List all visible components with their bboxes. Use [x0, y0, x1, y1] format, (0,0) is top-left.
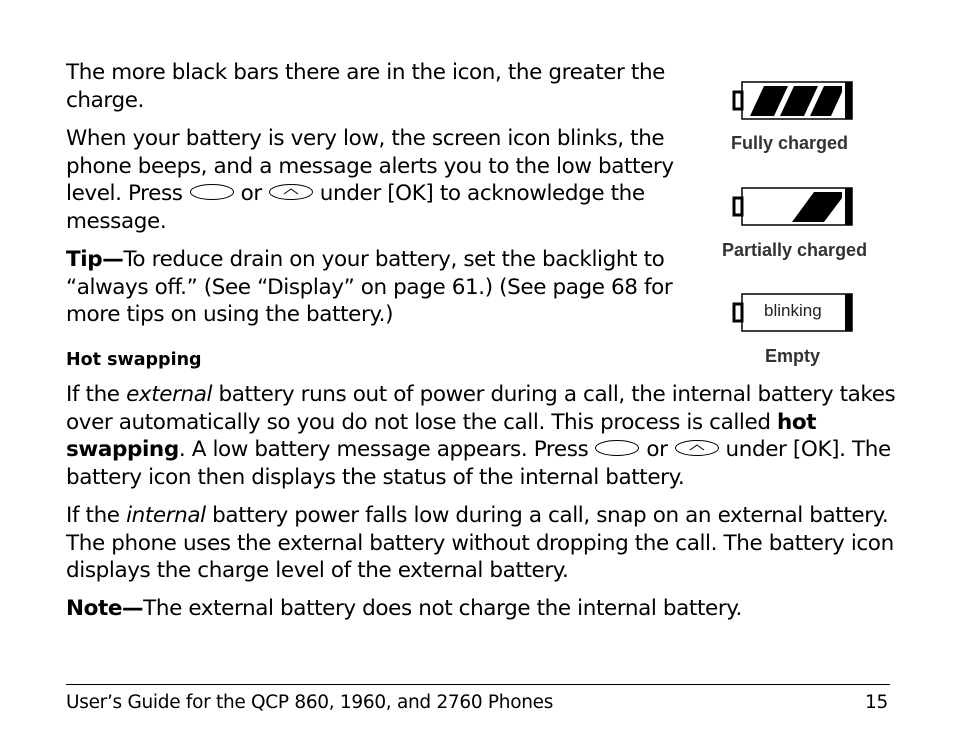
- paragraph-text: under [OK]. The battery icon then displays the status of the internal battery.: [66, 437, 891, 490]
- note-label: Note—: [66, 596, 144, 621]
- paragraph-text: battery power falls low during a call, snap on an external battery. The phone uses the external battery without dropping the call. The battery icon displays the charge level of the external battery.: [66, 503, 894, 583]
- battery-empty-label: Empty: [765, 346, 821, 366]
- page-number: 15: [865, 692, 888, 713]
- footer-title: User’s Guide for the QCP 860, 1960, and 2760 Phones: [66, 692, 554, 713]
- paragraph-text: The more black bars there are in the icon, the greater the charge.: [66, 60, 666, 113]
- oval-key-caret-icon: [674, 439, 720, 457]
- battery-blinking-text: blinking: [764, 301, 822, 320]
- footer-divider: [66, 684, 890, 685]
- italic-term: external: [126, 382, 213, 407]
- tip-label: Tip—: [66, 247, 124, 272]
- section-heading: Hot swapping: [66, 350, 202, 370]
- or-text: or: [646, 437, 668, 462]
- oval-key-caret-icon: [268, 183, 314, 201]
- battery-partial-icon: [732, 186, 856, 232]
- paragraph-text: If the: [66, 503, 127, 528]
- oval-key-icon: [594, 439, 640, 457]
- paragraph-text: If the: [66, 382, 127, 407]
- italic-term: internal: [126, 503, 206, 528]
- note-paragraph: [66, 595, 896, 623]
- note-text: The external battery does not charge the internal battery.: [143, 596, 742, 621]
- paragraph-charge-bars: [66, 59, 716, 114]
- battery-full-label: Fully charged: [731, 133, 849, 153]
- battery-partial-label: Partially charged: [722, 240, 868, 260]
- oval-key-icon: [189, 183, 235, 201]
- tip-paragraph: [66, 246, 716, 329]
- paragraph-text: When your battery is very low, the screen icon blinks, the phone beeps, and a message alerts you to the low battery level. Press: [66, 126, 674, 206]
- bold-term: hot swapping: [66, 409, 817, 462]
- paragraph-low-battery: [66, 125, 716, 235]
- or-text: or: [240, 181, 262, 206]
- paragraph-text: . A low battery message appears. Press: [178, 437, 589, 462]
- paragraph-text: battery runs out of power during a call, the internal battery takes over automatically so you do not lose the call. This process is called: [66, 382, 896, 435]
- paragraph-text: under [OK] to acknowledge the message.: [66, 181, 645, 234]
- paragraph-internal-low: [66, 502, 896, 585]
- paragraph-hot-swap: [66, 381, 896, 491]
- tip-text: To reduce drain on your battery, set the backlight to “always off.” (See “Display” on page 61.) (See page 68 for more tips on using the battery.): [66, 247, 673, 327]
- battery-full-icon: [732, 80, 856, 126]
